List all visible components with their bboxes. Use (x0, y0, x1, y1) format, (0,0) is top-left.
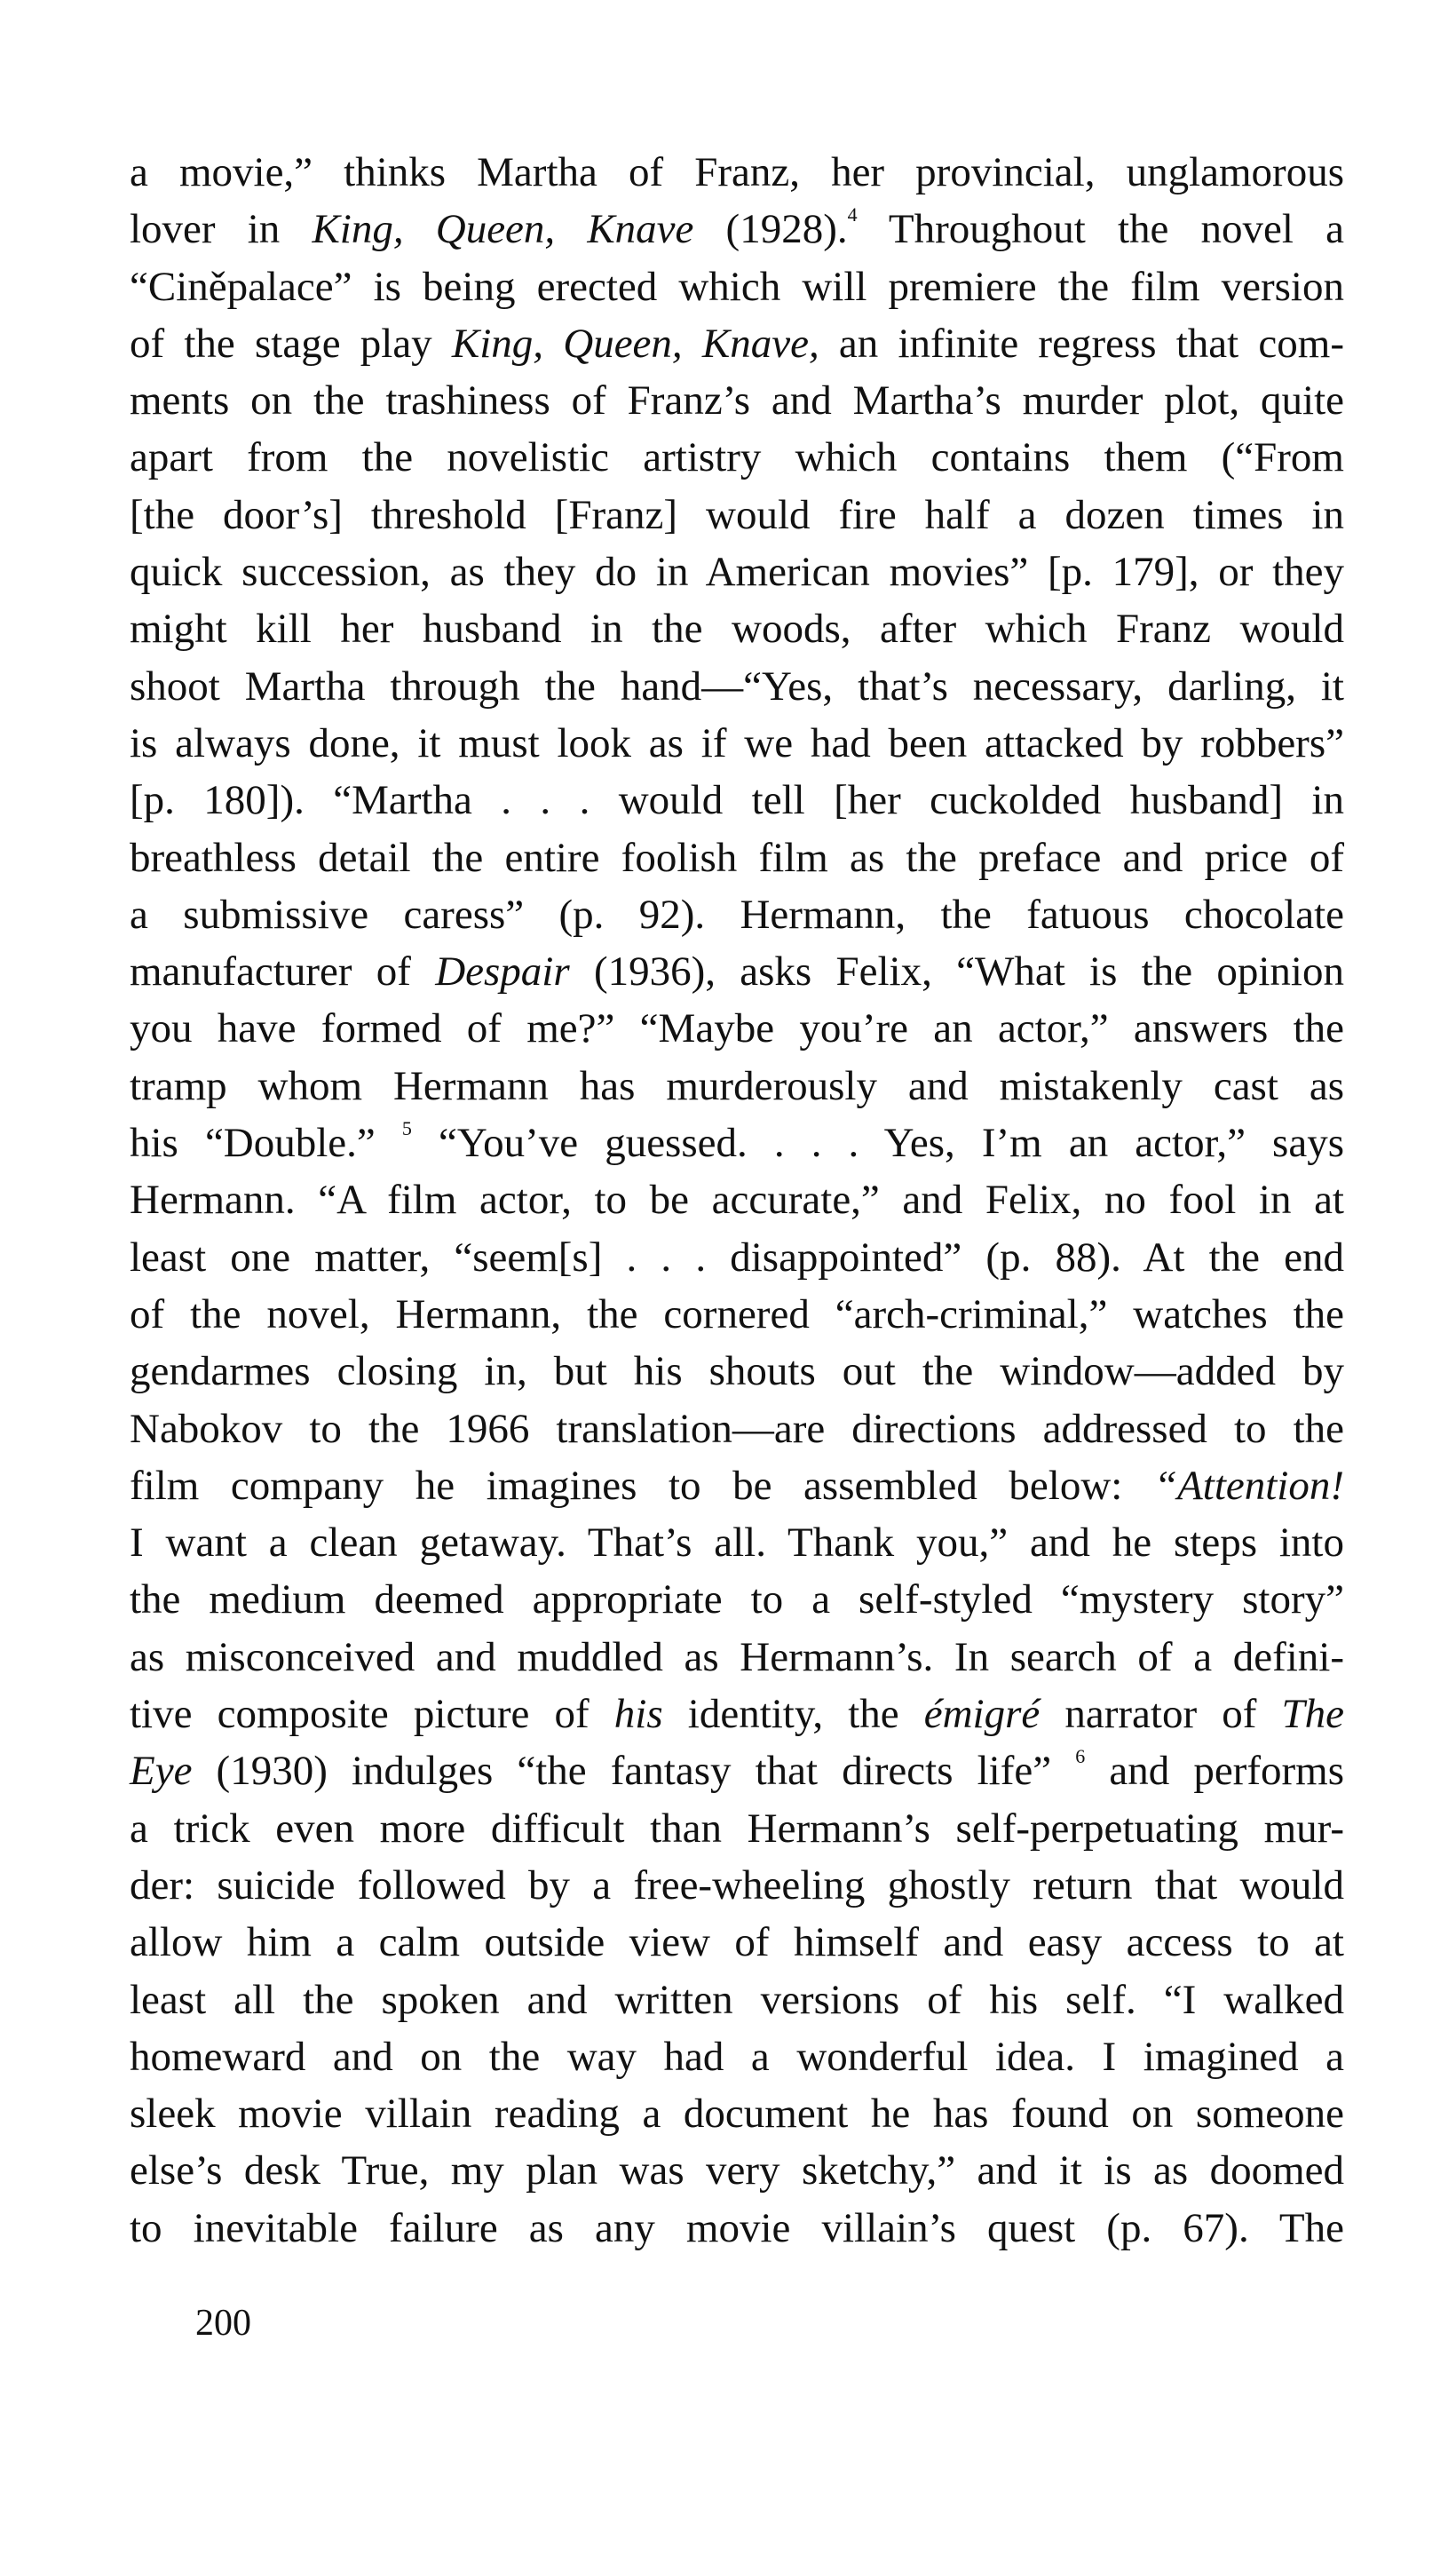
text-line (130, 1914, 1344, 1971)
text-line (130, 429, 1344, 486)
text-line (130, 829, 1344, 886)
text-run: least one matter, “seem[s] . . . disappointed” (p. 88). At the end (130, 1234, 1344, 1281)
text-line (130, 315, 1344, 372)
text-run: lover in (130, 206, 313, 253)
text-run: his (613, 1691, 663, 1738)
text-run: and performs (1085, 1748, 1344, 1795)
text-run: [p. 180]). “Martha . . . would tell [her cuckolded husband] in (130, 777, 1344, 824)
text-run: Hermann. “A film actor, to be accurate,” and Felix, no fool in at (130, 1177, 1344, 1224)
text-run: Despair (435, 948, 570, 996)
text-run: I want a clean getaway. That’s all. Thank you,” and he steps into (130, 1520, 1344, 1567)
text-run: of the stage play (130, 320, 452, 367)
page-number: 200 (195, 2303, 251, 2344)
text-run: breathless detail the entire foolish film as the preface and price of (130, 834, 1344, 881)
text-line (130, 1115, 1344, 1171)
text-run: his “Double.” (130, 1120, 402, 1167)
text-run: identity, the (662, 1691, 924, 1738)
text-run: homeward and on the way had a wonderful idea. I imagined a (130, 2033, 1344, 2080)
text-run: [the door’s] threshold [Franz] would fire half a dozen times in (130, 491, 1344, 538)
text-line (130, 1514, 1344, 1571)
text-line (130, 1457, 1344, 1514)
text-run: as misconceived and muddled as Hermann’s. In search of a defini- (130, 1633, 1344, 1680)
text-line (130, 772, 1344, 829)
text-run: film company he imagines to be assembled below: (130, 1462, 1154, 1509)
text-line (130, 1343, 1344, 1400)
text-run: you have formed of me?” “Maybe you’re an actor,” answers the (130, 1005, 1344, 1052)
text-run: a submissive caress” (p. 92). Hermann, the fatuous chocolate (130, 891, 1344, 938)
text-line (130, 2142, 1344, 2199)
text-line (130, 1742, 1344, 1799)
text-run: is always done, it must look as if we had been attacked by robbers” (130, 719, 1344, 766)
text-line (130, 1171, 1344, 1228)
text-run: to inevitable failure as any movie villain’s quest (p. 67). The (130, 2204, 1344, 2251)
text-run: (1936), asks Felix, “What is the opinion (569, 948, 1344, 996)
text-run: a movie,” thinks Martha of Franz, her provincial, unglamorous (130, 149, 1344, 195)
text-run: quick succession, as they do in American movies” [p. 179], or they (130, 549, 1344, 596)
text-run: “Attention! (1153, 1462, 1344, 1509)
text-run: (1928). (693, 206, 848, 253)
text-run: The (1281, 1691, 1344, 1738)
text-line (130, 1857, 1344, 1914)
text-run: “You’ve guessed. . . . Yes, I’m an actor,” says (411, 1120, 1344, 1167)
text-run: King, Queen, Knave (312, 206, 694, 253)
text-run: might kill her husband in the woods, after which Franz would (130, 606, 1344, 653)
text-run: allow him a calm outside view of himself and easy access to at (130, 1919, 1344, 1966)
text-line (130, 1629, 1344, 1686)
text-run: an infinite regress that com- (819, 320, 1344, 367)
text-run: of the novel, Hermann, the cornered “arch-criminal,” watches the (130, 1290, 1344, 1337)
text-line (130, 258, 1344, 315)
text-run: least all the spoken and written versions of his self. “I walked (130, 1976, 1344, 2023)
text-line (130, 1058, 1344, 1115)
text-run: a trick even more difficult than Hermann’s self-perpetuating mur- (130, 1805, 1344, 1852)
text-run: sleek movie villain reading a document he has found on someone (130, 2091, 1344, 2138)
text-line (130, 487, 1344, 544)
text-line (130, 658, 1344, 715)
text-line (130, 144, 1344, 201)
text-line (130, 1800, 1344, 1857)
text-run: King, Queen, Knave, (451, 320, 819, 367)
text-line (130, 1401, 1344, 1457)
text-run: émigré (923, 1691, 1041, 1738)
text-run: “Ciněpalace” is being erected which will premiere the film version (130, 263, 1344, 310)
text-run: Nabokov to the 1966 translation—are directions addressed to the (130, 1405, 1344, 1452)
text-line (130, 2085, 1344, 2142)
text-line (130, 1571, 1344, 1628)
text-line (130, 715, 1344, 772)
text-run: narrator of (1040, 1691, 1282, 1738)
text-run: gendarmes closing in, but his shouts out the window—added by (130, 1348, 1344, 1395)
text-run: the medium deemed appropriate to a self-styled “mystery story” (130, 1576, 1344, 1623)
footnote-marker: 4 (847, 203, 858, 226)
text-run: else’s desk True, my plan was very sketchy,” and it is as doomed (130, 2147, 1344, 2194)
text-line (130, 1286, 1344, 1343)
text-line (130, 372, 1344, 429)
text-line (130, 600, 1344, 657)
text-run: Throughout the novel a (857, 206, 1344, 253)
text-run: der: suicide followed by a free-wheeling ghostly return that would (130, 1861, 1344, 1908)
body-text (130, 144, 1344, 2257)
text-run: tramp whom Hermann has murderously and mistakenly cast as (130, 1062, 1344, 1109)
footnote-marker: 5 (401, 1117, 412, 1140)
text-line (130, 1686, 1344, 1742)
footnote-marker: 6 (1075, 1745, 1086, 1768)
text-line (130, 886, 1344, 943)
text-run: (1930) indulges “the fantasy that directs life” (192, 1748, 1076, 1795)
text-line (130, 544, 1344, 600)
text-run: tive composite picture of (130, 1691, 614, 1738)
text-line (130, 201, 1344, 258)
text-run: apart from the novelistic artistry which contains them (“From (130, 434, 1344, 481)
text-line (130, 1972, 1344, 2028)
text-line (130, 1229, 1344, 1286)
text-line (130, 943, 1344, 1000)
text-line (130, 2028, 1344, 2085)
text-line (130, 2200, 1344, 2257)
text-run: ments on the trashiness of Franz’s and Martha’s murder plot, quite (130, 377, 1344, 425)
text-run: shoot Martha through the hand—“Yes, that’s necessary, darling, it (130, 663, 1344, 710)
text-run: manufacturer of (130, 948, 436, 996)
text-run: Eye (130, 1748, 193, 1795)
text-line (130, 1000, 1344, 1057)
